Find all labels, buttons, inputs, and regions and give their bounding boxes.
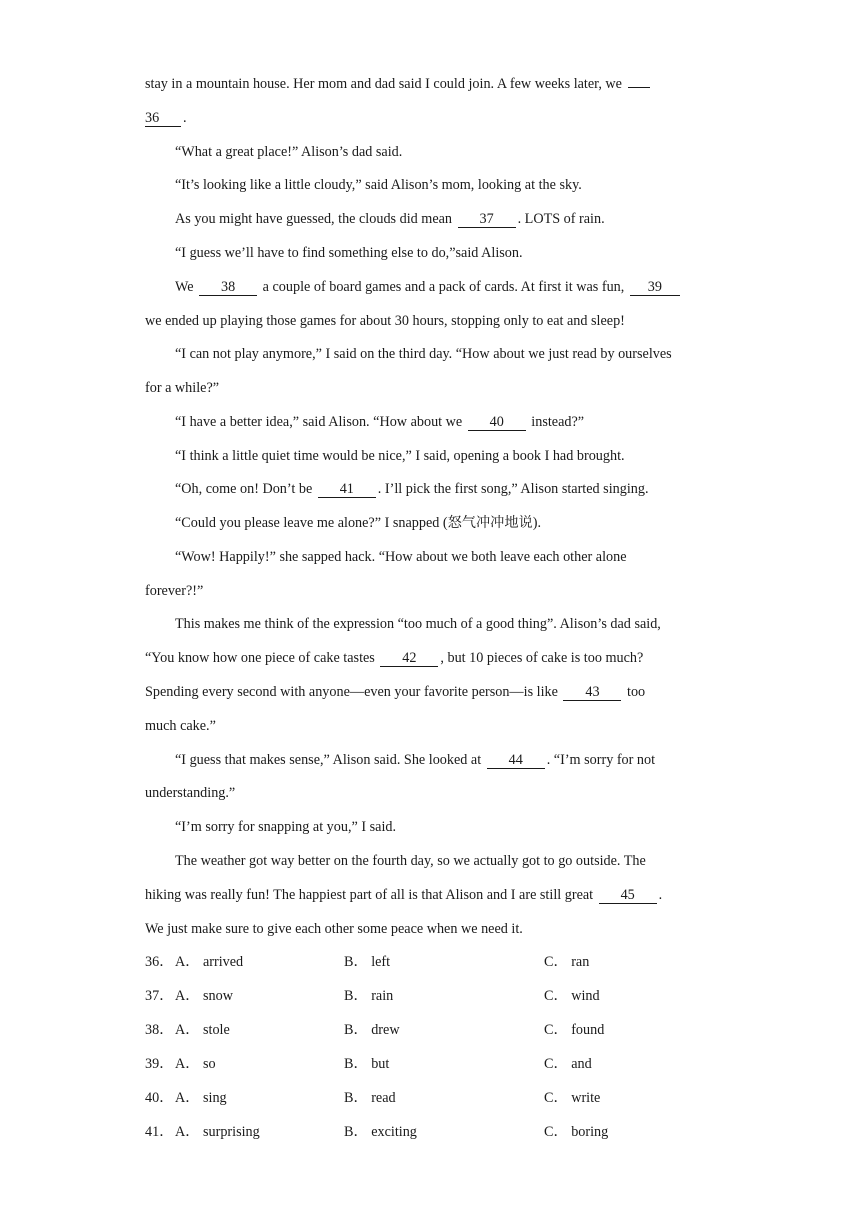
blank-40: 40 bbox=[468, 415, 526, 431]
question-number: 41． bbox=[145, 1124, 174, 1140]
option-a[interactable]: A． sing bbox=[175, 1090, 227, 1106]
passage-line: We just make sure to give each other some peace when we need it. bbox=[145, 921, 523, 937]
option-b[interactable]: B． drew bbox=[344, 1022, 400, 1038]
passage-text: . LOTS of rain. bbox=[517, 211, 605, 227]
option-c[interactable]: C． ran bbox=[544, 954, 590, 970]
option-a[interactable]: A． arrived bbox=[175, 954, 244, 970]
passage-line: “It’s looking like a little cloudy,” said Alison’s mom, looking at the sky. bbox=[175, 177, 582, 193]
passage-line: “I think a little quiet time would be nice,” I said, opening a book I had brought. bbox=[175, 448, 625, 464]
option-c[interactable]: C． found bbox=[544, 1022, 605, 1038]
passage-text: “Oh, come on! Don’t be bbox=[175, 481, 313, 497]
blank-42: 42 bbox=[380, 651, 438, 667]
blank-43: 43 bbox=[563, 685, 621, 701]
option-b[interactable]: B． but bbox=[344, 1056, 390, 1072]
passage-text: “I have a better idea,” said Alison. “How about we bbox=[175, 414, 463, 430]
blank-44: 44 bbox=[487, 753, 545, 769]
blank-41: 41 bbox=[318, 482, 376, 498]
passage-text: stay in a mountain house. Her mom and dad said I could join. A few weeks later, we bbox=[145, 76, 622, 92]
question-number: 37． bbox=[145, 988, 174, 1004]
passage-line: The weather got way better on the fourth day, so we actually got to go outside. The bbox=[175, 853, 646, 869]
passage-line bbox=[145, 109, 187, 127]
blank-36-lead bbox=[628, 87, 650, 88]
passage-line: we ended up playing those games for about 30 hours, stopping only to eat and sleep! bbox=[145, 313, 625, 329]
passage-line: much cake.” bbox=[145, 718, 216, 734]
passage-text: . I’ll pick the first song,” Alison started singing. bbox=[377, 481, 649, 497]
passage-text: Spending every second with anyone—even your favorite person—is like bbox=[145, 684, 558, 700]
option-c[interactable]: C． wind bbox=[544, 988, 600, 1004]
passage-line bbox=[145, 683, 645, 701]
option-a[interactable]: A． snow bbox=[175, 988, 233, 1004]
passage-line bbox=[145, 75, 652, 93]
passage-line: “Wow! Happily!” she sapped hack. “How about we both leave each other alone bbox=[175, 549, 627, 565]
passage-text: hiking was really fun! The happiest part of all is that Alison and I are still great bbox=[145, 887, 594, 903]
passage-text: . “I’m sorry for not bbox=[546, 752, 656, 768]
passage-line: This makes me think of the expression “too much of a good thing”. Alison’s dad said, bbox=[175, 616, 661, 632]
passage-line: “I’m sorry for snapping at you,” I said. bbox=[175, 819, 397, 835]
passage-line: for a while?” bbox=[145, 380, 220, 396]
blank-36: 36 bbox=[145, 111, 181, 127]
passage-line bbox=[145, 649, 643, 667]
passage-text: . bbox=[658, 887, 663, 903]
option-b[interactable]: B． read bbox=[344, 1090, 396, 1106]
passage-line: “Could you please leave me alone?” I snapped (怒气冲冲地说). bbox=[175, 515, 542, 531]
blank-37: 37 bbox=[458, 212, 516, 228]
blank-38: 38 bbox=[199, 280, 257, 296]
passage-text: “You know how one piece of cake tastes bbox=[145, 650, 375, 666]
passage-line bbox=[175, 413, 584, 431]
passage-line: “I guess we’ll have to find something else to do,”said Alison. bbox=[175, 245, 523, 261]
passage-text: a couple of board games and a pack of cards. At first it was fun, bbox=[262, 279, 625, 295]
passage-line bbox=[175, 480, 649, 498]
question-number: 38． bbox=[145, 1022, 174, 1038]
option-c[interactable]: C． write bbox=[544, 1090, 601, 1106]
passage-text: instead?” bbox=[531, 414, 585, 430]
passage-text: “I guess that makes sense,” Alison said. She looked at bbox=[175, 752, 482, 768]
passage-line: “What a great place!” Alison’s dad said. bbox=[175, 144, 403, 160]
passage-text: too bbox=[627, 684, 646, 700]
passage-line bbox=[175, 210, 605, 228]
option-a[interactable]: A． so bbox=[175, 1056, 216, 1072]
option-c[interactable]: C． boring bbox=[544, 1124, 609, 1140]
option-c[interactable]: C． and bbox=[544, 1056, 592, 1072]
option-b[interactable]: B． rain bbox=[344, 988, 394, 1004]
passage-line bbox=[175, 278, 682, 296]
question-number: 40． bbox=[145, 1090, 174, 1106]
passage-text: , but 10 pieces of cake is too much? bbox=[440, 650, 644, 666]
option-a[interactable]: A． stole bbox=[175, 1022, 230, 1038]
passage-text: As you might have guessed, the clouds did mean bbox=[175, 211, 453, 227]
option-a[interactable]: A． surprising bbox=[175, 1124, 260, 1140]
passage-text: We bbox=[175, 279, 194, 295]
blank-45: 45 bbox=[599, 888, 657, 904]
question-number: 39． bbox=[145, 1056, 174, 1072]
passage-line: forever?!” bbox=[145, 583, 204, 599]
passage-line bbox=[145, 886, 662, 904]
option-b[interactable]: B． exciting bbox=[344, 1124, 417, 1140]
passage-line bbox=[175, 751, 655, 769]
passage-line: understanding.” bbox=[145, 785, 236, 801]
passage-line: “I can not play anymore,” I said on the third day. “How about we just read by ourselves bbox=[175, 346, 672, 362]
blank-39: 39 bbox=[630, 280, 680, 296]
question-number: 36． bbox=[145, 954, 174, 970]
passage-text: . bbox=[183, 110, 187, 126]
option-b[interactable]: B． left bbox=[344, 954, 391, 970]
